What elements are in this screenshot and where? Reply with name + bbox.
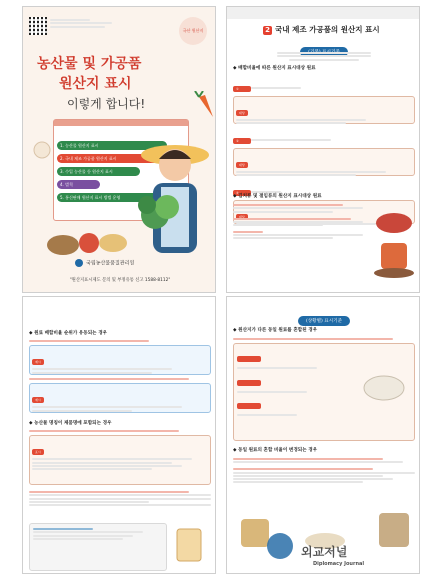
vegetables-illustration [43, 221, 133, 259]
ratio-change-rules [233, 457, 415, 484]
section-head-mixed-origin: ◆ 원산지가 다른 동일 원료를 혼합된 경우 [233, 328, 318, 333]
mixing-rules: ① 대상 ② 대상 ③ [233, 75, 415, 224]
intro-text [277, 51, 371, 62]
section-head-mixing: ◆ 배합비율에 따른 원산지 표시대상 원료 [233, 66, 316, 71]
cover-title-2: 원산지 표시 [59, 76, 132, 92]
example-note-box [29, 523, 167, 571]
page2-title: 2 국내 제조 가공품의 원산지 표시 [263, 24, 380, 35]
menu-item-5[interactable]: 5. 통신판매 원산지 표시 방법 운영 [57, 193, 160, 202]
menu-item-4[interactable]: 4. 벌칙 [57, 180, 100, 189]
section-head-ratio: ◆ 원료 배합비율 순위가 유동되는 경우 [29, 331, 108, 336]
page4-pill: (상황별) 표시기준 [298, 316, 350, 326]
menu-item-2[interactable]: 2. 국내 제조 가공품 원산지 표시 [57, 154, 167, 163]
section-head-product-name: ◆ 농산물 명칭이 제품명에 포함되는 경우 [29, 421, 112, 426]
watermark-ko: 외교저널 [301, 545, 348, 559]
kimchi-illustration [371, 207, 417, 279]
agency-name: 국립농산물품질관리원 [75, 259, 134, 267]
cover-header-lines [50, 18, 120, 29]
garlic-icon [31, 137, 53, 159]
cover-page [22, 6, 216, 293]
stamp-badge: 국산 원산지 [179, 17, 207, 45]
product-name-rules: 표시 [29, 429, 211, 507]
mixed-origin-rules [233, 337, 415, 441]
ratio-rules: 예시 예시 [29, 339, 211, 416]
section-head-kimchi: ◆ 김치류 및 절임류의 원산지 표시대상 원료 [233, 194, 322, 199]
page-ratio-changes [22, 296, 216, 574]
cover-subtitle: 이렇게 합니다! [67, 97, 146, 111]
product-package-icon [169, 523, 209, 567]
page-domestic-processed [226, 6, 420, 293]
farmer-illustration [135, 125, 215, 265]
menu-item-3[interactable]: 3. 수입 농산물 등 원산지 표시 [57, 167, 140, 176]
globe-logo-icon [267, 533, 293, 559]
cover-footer: "원산지표시제도 문의 및 부정유통 신고 1588-8112" [69, 278, 171, 283]
cover-title-1: 농산물 및 가공품 [37, 56, 142, 72]
government-logo-icon [75, 259, 83, 267]
carrot-icon [193, 91, 216, 121]
watermark-en: Diplomacy Journal [313, 561, 365, 567]
menu-item-1[interactable]: 1. 농산물 원산지 표시 [57, 141, 167, 150]
rice-bowl-icon [362, 374, 406, 402]
kimchi-rules [233, 203, 363, 241]
page-situational [226, 296, 420, 574]
section-head-ratio-change: ◆ 동일 원료의 혼합 비율이 변경되는 경우 [233, 448, 318, 453]
